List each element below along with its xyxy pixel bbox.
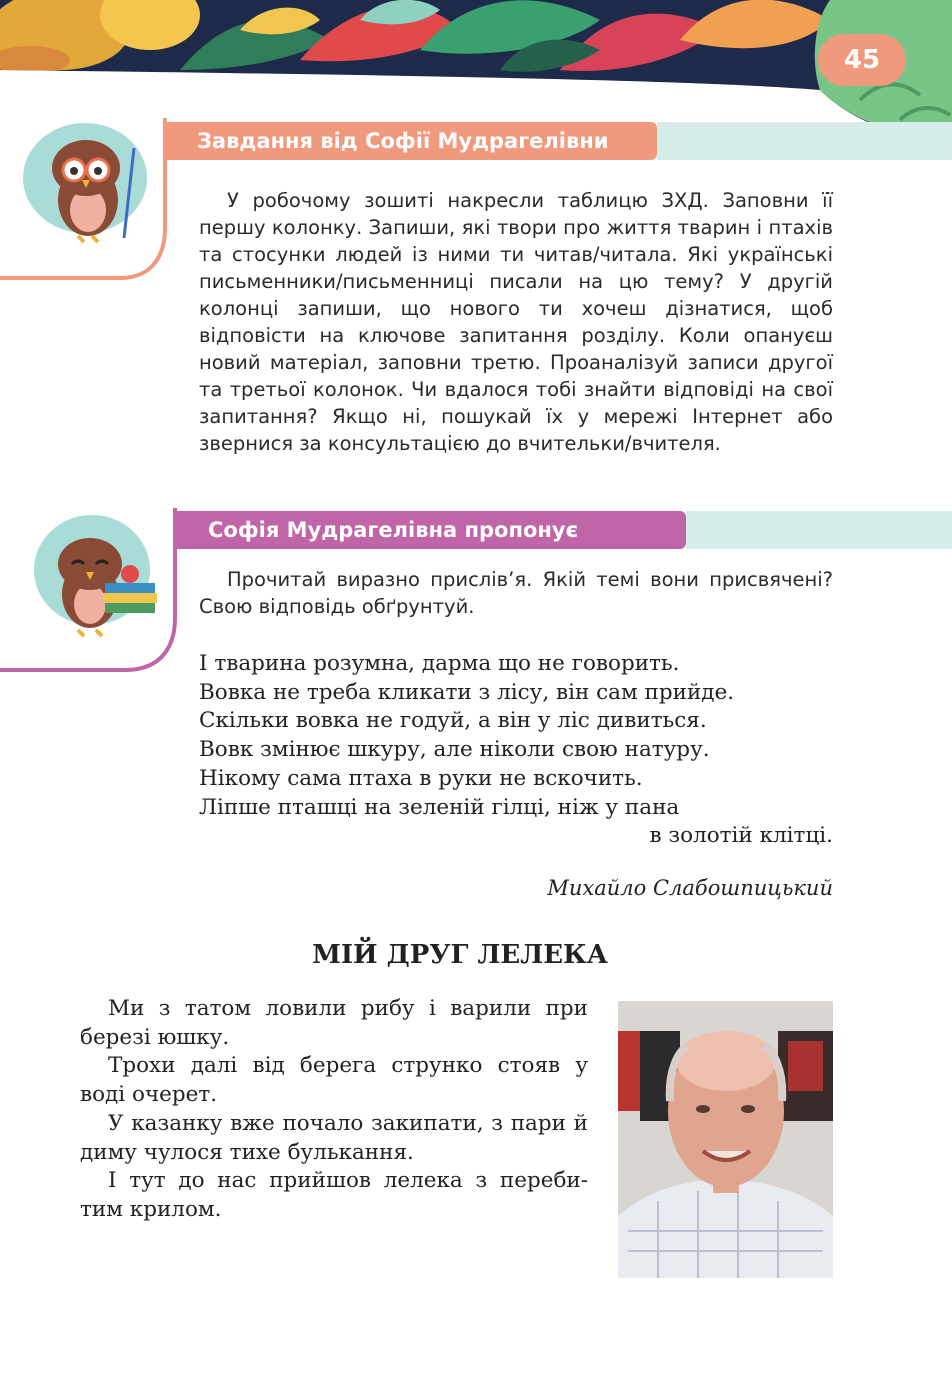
proverb-line: Скільки вовка не годуй, а він у ліс дивиться. bbox=[199, 708, 707, 734]
story-paragraph: І тут до нас прийшов лелека з переби-тим крилом. bbox=[80, 1168, 588, 1222]
proverb-line: Ліпше пташці на зеленій гілці, ніж у пана bbox=[199, 794, 680, 820]
story-text bbox=[80, 995, 588, 1225]
proverb-line: Вовка не треба кликати з лісу, він сам прийде. bbox=[199, 679, 735, 705]
proverbs-list bbox=[199, 650, 833, 851]
owl-teacher-icon bbox=[0, 118, 170, 286]
proverbs-author: Михайло Слабошпицький bbox=[547, 876, 833, 900]
suggest-header: Софія Мудрагелівна пропонує bbox=[176, 511, 686, 549]
owl-books-icon bbox=[0, 508, 180, 676]
task-header-extension bbox=[657, 122, 952, 160]
task-paragraph: У робочому зошиті накресли таблицю ЗХД. Заповни її першу колонку. Запиши, які твори про життя тварин і птахів та стосунки людей із ними ти читав/читала. Які українські письменники/письменниці писали на цю тему? У другій колонці запиши, що нового ти хочеш дізнатися, щоб відповісти на ключове запитання розділу. Коли опануєш новий матеріал, заповни третю. Проаналізуй записи другої та третьої колонок. Чи вдалося тобі знайти відповіді на свої запитання? Якщо ні, пошукай їх у мережі Інтернет або звернися за консультацією до вчительки/вчителя. bbox=[199, 189, 833, 455]
suggest-header-extension bbox=[686, 511, 952, 549]
proverb-line: Вовк змінює шкуру, але ніколи свою натуру. bbox=[199, 737, 710, 763]
proverb-line: І тварина розумна, дарма що не говорить. bbox=[199, 651, 680, 676]
story-title: МІЙ ДРУГ ЛЕЛЕКА bbox=[312, 940, 608, 970]
task-header: Завдання від Софії Мудрагелівни bbox=[165, 122, 657, 160]
suggest-paragraph: Прочитай виразно прислів’я. Якій темі вони присвячені? Свою відповідь обґрунтуй. bbox=[199, 568, 833, 618]
story-paragraph: Ми з татом ловили рибу і варили при березі юшку. bbox=[80, 996, 588, 1050]
proverb-line: в золотій клітці. bbox=[649, 823, 833, 849]
proverb-line: Нікому сама птаха в руки не вскочить. bbox=[199, 765, 643, 791]
page-number: 45 bbox=[818, 34, 906, 86]
author-photo bbox=[618, 1001, 833, 1278]
story-paragraph: У казанку вже почало закипати, з пари й диму чулося тихе булькання. bbox=[80, 1110, 588, 1165]
story-paragraph: Трохи далі від берега струнко стояв у воді очерет. bbox=[80, 1053, 588, 1108]
